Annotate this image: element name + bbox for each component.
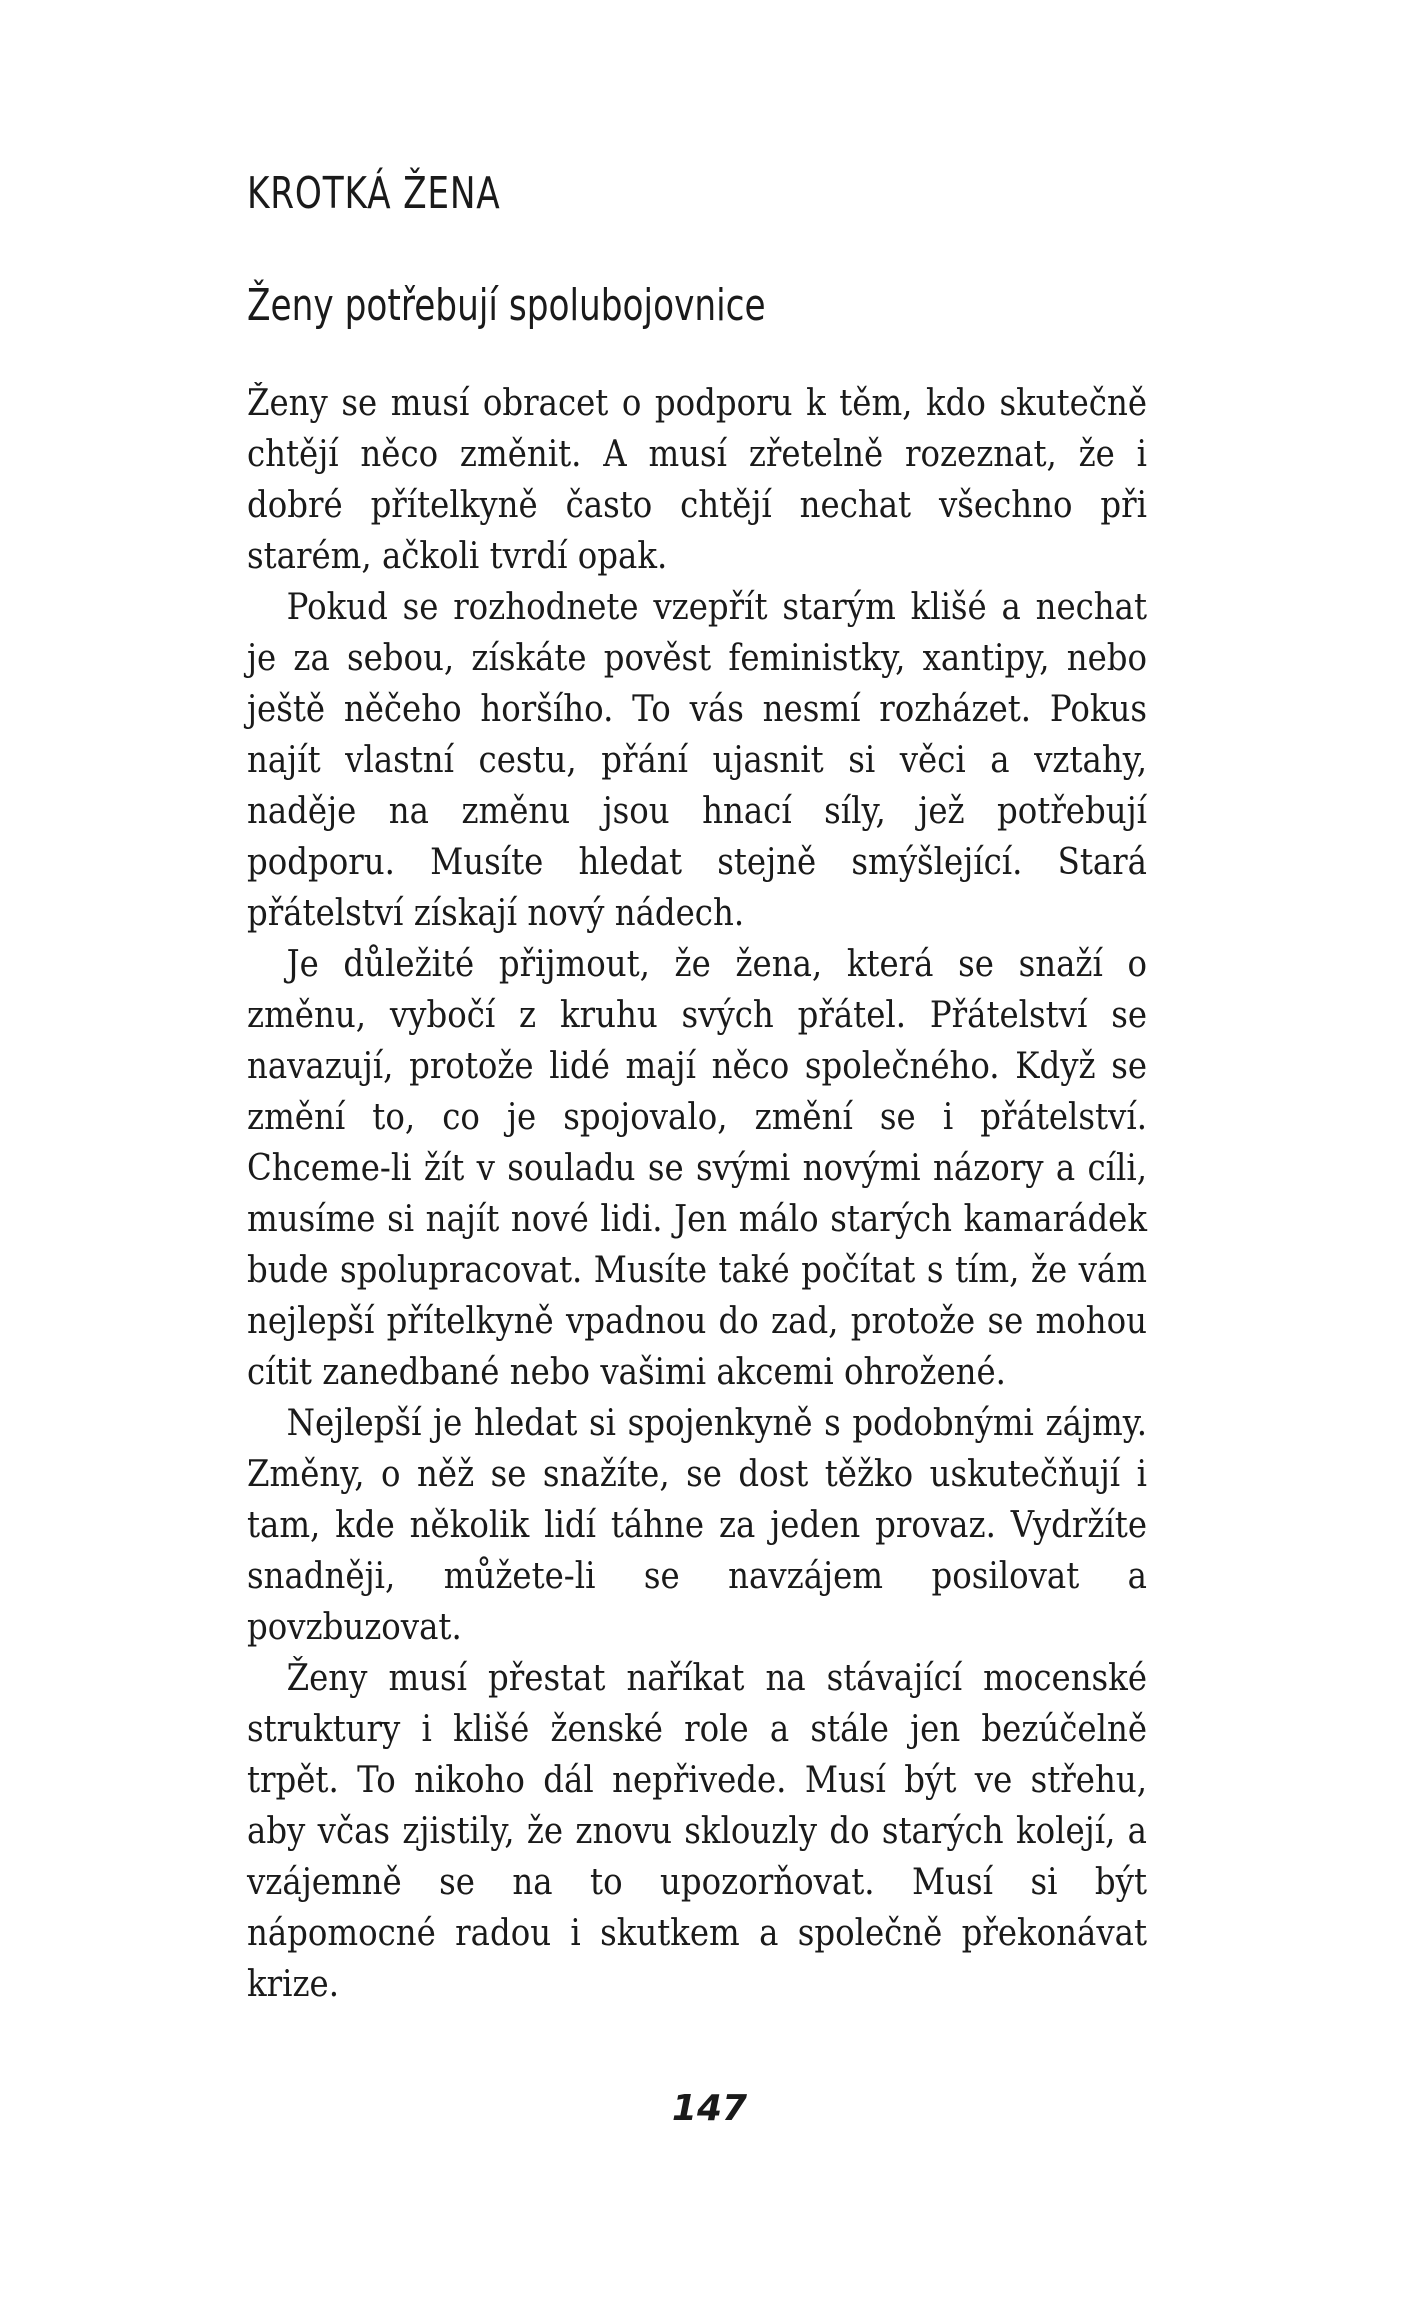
paragraph-1: Ženy se musí obracet o podporu k těm, kdo skutečně chtějí něco změnit. A musí zřetelně rozeznat, že i dobré přítelkyně často chtějí nechat všechno při starém, ačkoli tvrdí opak. <box>247 383 1147 577</box>
paragraph-4: Nejlepší je hledat si spojenkyně s podobnými zájmy. Změny, o něž se snažíte, se dost těžko uskutečňují i tam, kde několik lidí táhne za jeden provaz. Vydržíte snadněji, můžete-li se navzájem posilovat a povzbuzovat. <box>247 1403 1148 1648</box>
paragraph-5: Ženy musí přestat naříkat na stávající mocenské struktury i klišé ženské role a stále jen bezúčelně trpět. To nikoho dál nepřivede. Musí být ve střehu, aby včas zjistily, že znovu sklouzly do starých kolejí, a vzájemně se na to upozorňovat. Musí si být nápomocné radou i skutkem a společně překonávat krize. <box>247 1658 1148 2005</box>
paragraph-3: Je důležité přijmout, že žena, která se snaží o změnu, vybočí z kruhu svých přátel. Přátelství se navazují, protože lidé mají něco společného. Když se změní to, co je spojovalo, změní se i přátelství. Chceme-li žít v souladu se svými novými názory a cíli, musíme si najít nové lidi. Jen málo starých kamarádek bude spolupracovat. Musíte také počítat s tím, že vám nejlepší přítelkyně vpadnou do zad, protože se mohou cítit zanedbané nebo vašimi akcemi ohrožené. <box>247 944 1148 1393</box>
body-text <box>247 378 1147 2010</box>
page-number: 147 <box>671 2088 748 2129</box>
paragraph-2: Pokud se rozhodnete vzepřít starým klišé a nechat je za sebou, získáte pověst feministky, xantipy, nebo ještě něčeho horšího. To vás nesmí rozházet. Pokus najít vlastní cestu, přání ujasnit si věci a vztahy, naděje na změnu jsou hnací síly, jež potřebují podporu. Musíte hledat stejně smýšlející. Stará přátelství získají nový nádech. <box>247 587 1148 934</box>
section-title: KROTKÁ ŽENA <box>247 168 501 219</box>
chapter-subtitle: Ženy potřebují spolubojovnice <box>247 280 766 331</box>
